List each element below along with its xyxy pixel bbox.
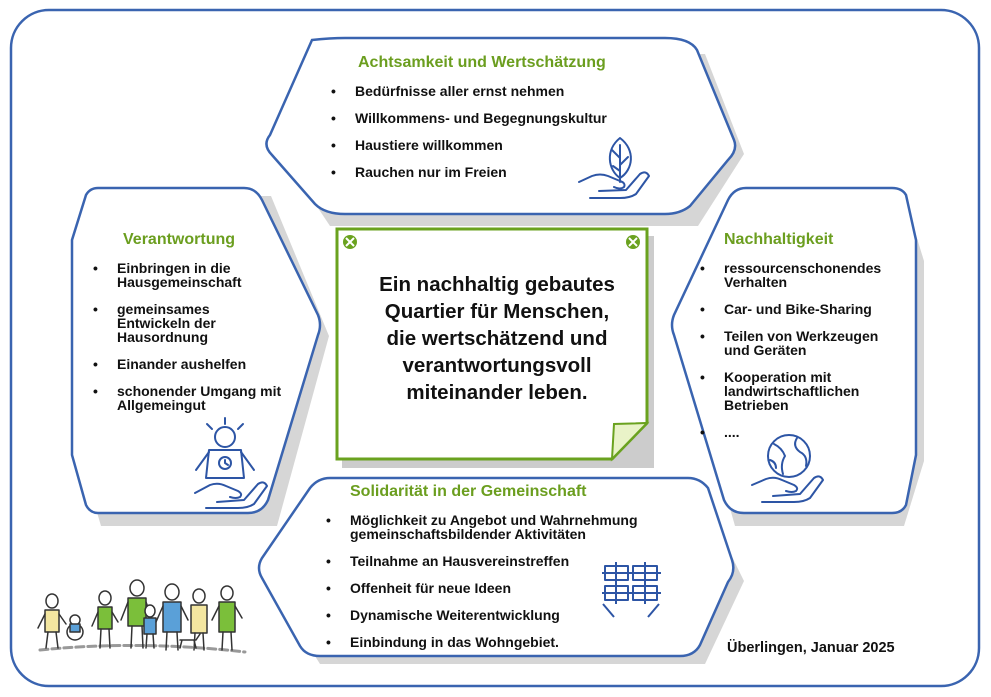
list-item: • Bedürfnisse aller ernst nehmen xyxy=(331,84,688,98)
list-item: • Rauchen nur im Freien xyxy=(331,165,688,179)
list-item: • Kooperation mit landwirtschaftlichen Betrieben xyxy=(700,370,884,412)
list-item: • Willkommens- und Begegnungskultur xyxy=(331,111,688,125)
right-panel-title: Nachhaltigkeit xyxy=(724,231,834,248)
list-item: • ressourcenschonendes Verhalten xyxy=(700,261,904,289)
list-item: • Dynamische Weiterentwicklung xyxy=(326,608,706,622)
list-item: • .... xyxy=(700,425,910,439)
people-group-illustration xyxy=(38,580,245,652)
list-item: • schonender Umgang mit Allgemeingut xyxy=(93,384,287,412)
list-item: • Einbindung in das Wohngebiet. xyxy=(326,635,706,649)
right-panel-list xyxy=(700,261,910,439)
list-item: • Car- und Bike-Sharing xyxy=(700,302,910,316)
bottom-panel-list xyxy=(326,513,706,649)
left-panel-content xyxy=(93,231,293,425)
left-panel-list xyxy=(93,261,283,412)
pin-icon-left xyxy=(343,235,357,249)
top-panel-list xyxy=(331,84,688,179)
bottom-panel-title: Solidarität in der Gemeinschaft xyxy=(350,483,587,500)
center-line: miteinander leben. xyxy=(406,381,588,404)
top-panel-title: Achtsamkeit und Wertschätzung xyxy=(358,54,606,71)
center-line: verantwortungsvoll xyxy=(402,354,592,377)
top-panel-content xyxy=(355,54,688,192)
list-item: • Haustiere willkommen xyxy=(331,138,688,152)
list-item: • Möglichkeit zu Angebot und Wahrnehmung gemeinschaftsbildender Aktivitäten xyxy=(326,513,690,541)
left-panel-title: Verantwortung xyxy=(123,231,236,248)
list-item: • Teilnahme an Hausvereinstreffen xyxy=(326,554,706,568)
list-item: • Einbringen in die Hausgemeinschaft xyxy=(93,261,257,289)
pin-icon-right xyxy=(626,235,640,249)
center-line: Quartier für Menschen, xyxy=(384,300,610,323)
right-panel-content xyxy=(700,231,910,452)
list-item: • Offenheit für neue Ideen xyxy=(326,581,706,595)
list-item: • gemeinsames Entwickeln der Hausordnung xyxy=(93,302,247,344)
list-item: • Teilen von Werkzeugen und Geräten xyxy=(700,329,904,357)
bottom-panel-content xyxy=(326,483,706,662)
center-line: Ein nachhaltig gebautes xyxy=(379,273,615,296)
list-item: • Einander aushelfen xyxy=(93,357,283,371)
footer-place-date: Überlingen, Januar 2025 xyxy=(727,640,895,656)
center-line: die wertschätzend und xyxy=(386,327,608,350)
center-statement xyxy=(352,271,642,406)
